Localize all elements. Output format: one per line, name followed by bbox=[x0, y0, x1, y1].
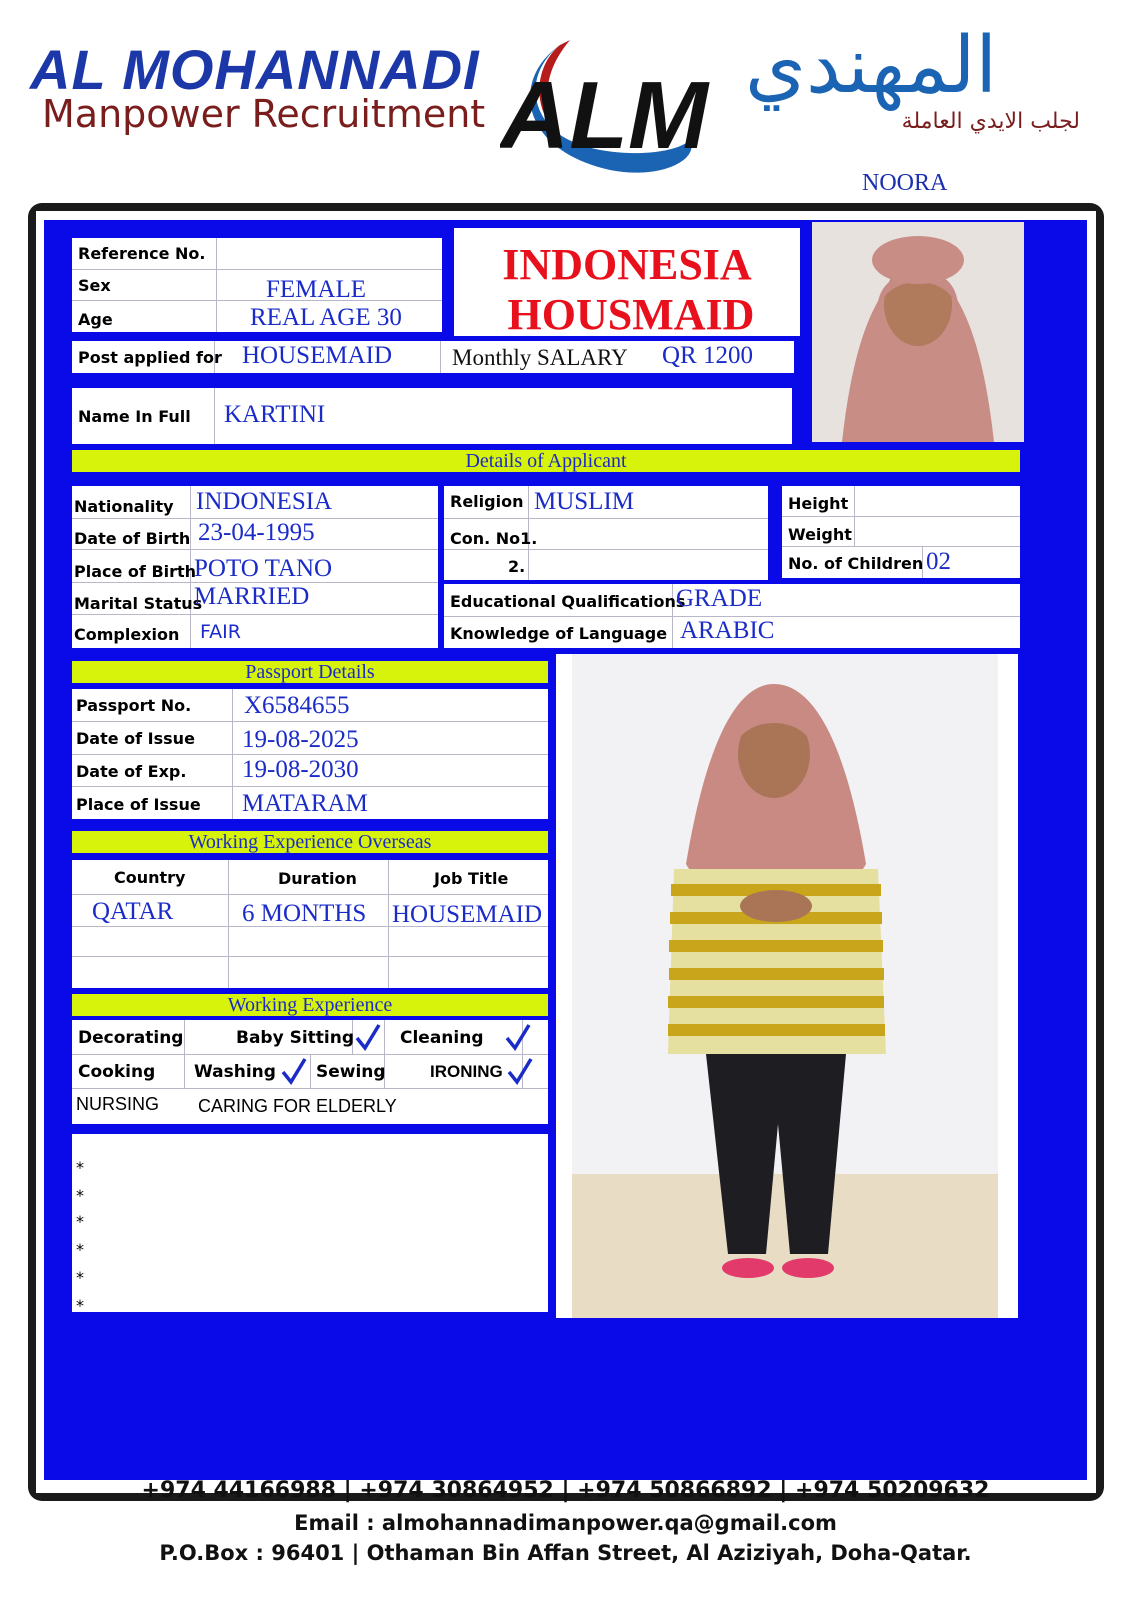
passport-number-value: X6584655 bbox=[244, 692, 350, 719]
note-bullet: * bbox=[76, 1158, 84, 1177]
nationality-label: Nationality bbox=[74, 497, 174, 516]
skill-cooking: Cooking bbox=[78, 1062, 156, 1082]
religion-label: Religion bbox=[450, 492, 524, 511]
ironing-check-icon bbox=[506, 1056, 534, 1086]
name-value: KARTINI bbox=[224, 401, 326, 428]
education-value: GRADE bbox=[676, 585, 763, 612]
marital-label: Marital Status bbox=[74, 594, 203, 613]
physical-box bbox=[782, 486, 1020, 578]
children-value: 02 bbox=[926, 548, 951, 575]
passport-exp-value: 19-08-2030 bbox=[242, 756, 359, 783]
skill-ironing: IRONING bbox=[430, 1062, 503, 1081]
passport-box bbox=[72, 689, 548, 819]
sex-value: FEMALE bbox=[266, 276, 366, 303]
notes-box bbox=[72, 1134, 548, 1315]
brand-name-english: AL MOHANNADI bbox=[30, 38, 480, 101]
footer-address: P.O.Box : 96401 | Othaman Bin Affan Street, Al Aziziyah, Doha-Qatar. bbox=[159, 1541, 972, 1565]
children-label: No. of Children bbox=[788, 554, 924, 573]
dob-label: Date of Birth bbox=[74, 529, 191, 548]
marital-value: MARRIED bbox=[194, 583, 310, 610]
washing-check-icon bbox=[280, 1056, 308, 1086]
overseas-col-country: Country bbox=[114, 868, 186, 887]
skills-box bbox=[72, 1020, 548, 1124]
complexion-value: FAIR bbox=[200, 621, 241, 643]
note-bullet: * bbox=[76, 1296, 84, 1315]
pob-value: POTO TANO bbox=[194, 555, 333, 582]
dob-value: 23-04-1995 bbox=[198, 519, 315, 546]
con2-label: 2. bbox=[508, 557, 526, 576]
reference-label: Reference No. bbox=[78, 244, 206, 263]
brand-subtitle-arabic: لجلب الايدي العاملة bbox=[901, 109, 1080, 134]
skill-decorating: Decorating bbox=[78, 1028, 184, 1048]
overseas-row-job: HOUSEMAID bbox=[392, 901, 542, 928]
complexion-label: Complexion bbox=[74, 625, 180, 644]
religion-box bbox=[444, 486, 768, 580]
height-label: Height bbox=[788, 494, 849, 513]
cleaning-check-icon bbox=[504, 1022, 532, 1052]
age-value: REAL AGE 30 bbox=[250, 304, 402, 331]
salary-label: Monthly SALARY bbox=[452, 345, 628, 370]
note-bullet: * bbox=[76, 1240, 84, 1259]
post-salary-box bbox=[72, 341, 794, 373]
language-value: ARABIC bbox=[680, 617, 775, 644]
note-bullet: * bbox=[76, 1212, 84, 1231]
salary-value: QR 1200 bbox=[662, 342, 753, 369]
brand-name-arabic: المهندي bbox=[745, 21, 998, 111]
details-left-box bbox=[72, 486, 438, 648]
passport-place-value: MATARAM bbox=[242, 790, 368, 817]
note-bullet: * bbox=[76, 1186, 84, 1205]
pob-label: Place of Birth bbox=[74, 562, 197, 581]
age-label: Age bbox=[78, 310, 113, 329]
language-label: Knowledge of Language bbox=[450, 624, 668, 643]
skill-nursing: NURSING bbox=[76, 1094, 160, 1114]
nationality-value: INDONESIA bbox=[196, 488, 333, 515]
alm-logo bbox=[500, 20, 730, 180]
education-label: Educational Qualifications bbox=[450, 592, 686, 611]
full-body-photo bbox=[556, 654, 1018, 1318]
religion-value: MUSLIM bbox=[534, 488, 635, 515]
name-box bbox=[72, 388, 792, 444]
skill-cleaning: Cleaning bbox=[400, 1028, 484, 1048]
skills-section-title: Working Experience bbox=[72, 994, 548, 1016]
alm-logo-text: ALM bbox=[500, 62, 708, 169]
note-bullet: * bbox=[76, 1268, 84, 1287]
passport-issue-value: 19-08-2025 bbox=[242, 726, 359, 753]
title-box bbox=[454, 228, 800, 339]
brand-subtitle: Manpower Recruitment bbox=[42, 92, 486, 136]
passport-exp-label: Date of Exp. bbox=[76, 762, 187, 781]
basic-info-box bbox=[72, 238, 442, 332]
details-section-title: Details of Applicant bbox=[72, 450, 1020, 472]
overseas-col-duration: Duration bbox=[278, 869, 357, 888]
overseas-section-title: Working Experience Overseas bbox=[72, 831, 548, 853]
title-position: HOUSMAID bbox=[507, 290, 755, 339]
passport-issue-label: Date of Issue bbox=[76, 729, 195, 748]
baby-sitting-check-icon bbox=[354, 1022, 382, 1052]
agent-name: NOORA bbox=[862, 170, 948, 196]
skill-washing: Washing bbox=[194, 1062, 276, 1082]
overseas-col-job: Job Title bbox=[434, 869, 509, 888]
passport-section-title: Passport Details bbox=[72, 661, 548, 683]
sex-label: Sex bbox=[78, 276, 111, 295]
skill-sewing: Sewing bbox=[316, 1062, 386, 1082]
weight-label: Weight bbox=[788, 525, 852, 544]
overseas-row-country: QATAR bbox=[92, 898, 174, 925]
footer-phones: +974 44166988 | +974 30864952 | +974 50866892 | +974 50209632 bbox=[141, 1478, 990, 1503]
con1-label: Con. No1. bbox=[450, 529, 538, 548]
skill-baby-sitting: Baby Sitting bbox=[236, 1028, 355, 1048]
footer-email: Email : almohannadimanpower.qa@gmail.com bbox=[294, 1511, 837, 1535]
title-country: INDONESIA bbox=[502, 240, 752, 289]
education-box bbox=[444, 584, 1020, 648]
overseas-table bbox=[72, 860, 548, 988]
post-label: Post applied for bbox=[78, 348, 222, 367]
passport-number-label: Passport No. bbox=[76, 696, 192, 715]
post-value: HOUSEMAID bbox=[242, 342, 392, 369]
name-label: Name In Full bbox=[78, 407, 191, 426]
headshot-photo bbox=[812, 222, 1024, 442]
skill-caring-elderly: CARING FOR ELDERLY bbox=[198, 1096, 397, 1116]
passport-place-label: Place of Issue bbox=[76, 795, 201, 814]
overseas-row-duration: 6 MONTHS bbox=[242, 900, 367, 927]
